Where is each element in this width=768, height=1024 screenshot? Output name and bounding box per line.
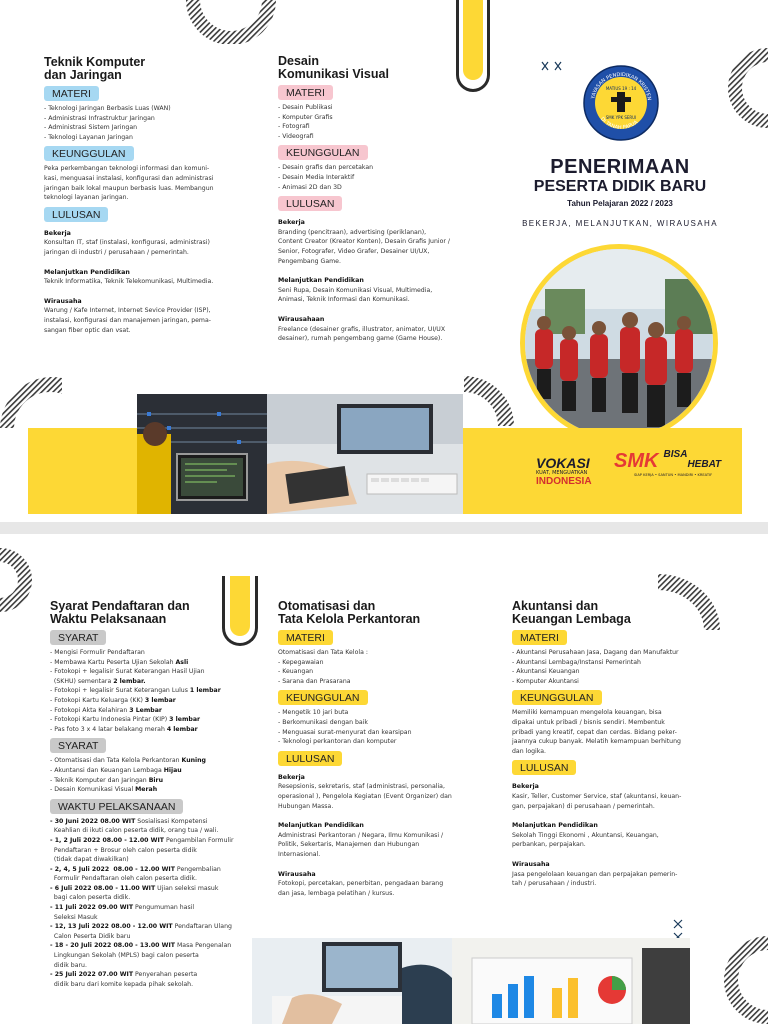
list-item: - Desain grafis dan percetakan xyxy=(278,164,374,172)
dkv-bekerja-label: Bekerja xyxy=(278,219,305,227)
list-item xyxy=(50,648,262,658)
waktu-list xyxy=(50,817,262,990)
otkp-bekerja-text xyxy=(278,782,492,811)
item-text: Calon Peserta Didik baru xyxy=(50,932,131,940)
dkv-keunggulan-list xyxy=(278,163,492,192)
list-item: - Akuntansi Lembaga/Instansi Pemerintah xyxy=(512,658,641,666)
item-text: Masa Pengenalan xyxy=(174,942,232,950)
dkv-bekerja-text xyxy=(278,228,492,266)
list-item xyxy=(50,865,262,875)
otkp-title-line1: Otomatisasi dan xyxy=(278,599,376,613)
cross-decoration-icon xyxy=(540,60,566,72)
syarat-tag: SYARAT xyxy=(50,630,106,645)
list-item xyxy=(50,922,262,932)
item-text: - Pas foto 3 x 4 latar belakang merah xyxy=(50,725,167,733)
item-text: - Desain Komunikasi Visual xyxy=(50,786,136,794)
text-line: instalasi, konfigurasi dan manajemen jaringan, pema- xyxy=(44,316,211,324)
logo-text-bottom: SMK YPK SERUI xyxy=(605,115,637,120)
text-line: perbankan, perpajakan. xyxy=(512,841,586,849)
list-item xyxy=(50,893,262,903)
item-bold-text: 4 lembar xyxy=(166,725,198,733)
list-item: - Akuntansi Keuangan xyxy=(512,668,580,676)
akl-materi-tag: MATERI xyxy=(512,630,567,645)
list-item xyxy=(50,932,262,942)
text-line: operasional ), Pengelola Kegiatan (Event Organizer) dan xyxy=(278,792,452,800)
item-text: Penyerahan peserta xyxy=(133,971,198,979)
item-bold-text: - 2, 4, 5 Juli 2022 08.00 - 12.00 WIT xyxy=(50,865,175,873)
waktu-tag: WAKTU PELAKSANAAN xyxy=(50,799,183,814)
syarat2-tag: SYARAT xyxy=(50,738,106,753)
item-text: - Fotokopi + legalisir Surat Keterangan Lulus xyxy=(50,687,190,695)
text-line: pribadi yang kreatif, cepat dan cerdas. Bidang peker- xyxy=(512,728,677,736)
text-line: Animasi, Teknik Informasi dan Komunikasi. xyxy=(278,296,410,304)
akl-photo xyxy=(452,938,690,1024)
text-line: Peka perkembangan teknologi informasi dan komuni- xyxy=(44,165,210,173)
list-item: - Animasi 2D dan 3D xyxy=(278,183,342,191)
text-line: Fotokopi, percetakan, penerbitan, pengadaan barang xyxy=(278,880,444,888)
item-bold-text: Merah xyxy=(135,786,158,794)
hatched-arc-decoration xyxy=(0,548,34,612)
list-item xyxy=(50,667,262,677)
list-item: - Videografi xyxy=(278,132,314,140)
text-line: Resepsionis, sekretaris, staf (administrasi, personalia, xyxy=(278,783,445,791)
item-bold-text: Asli xyxy=(175,658,189,666)
akl-keunggulan-text xyxy=(512,708,726,756)
smk-bisa-hebat-logo xyxy=(614,450,734,494)
item-text: Pengembalian xyxy=(174,865,221,873)
tkj-materi-list xyxy=(44,104,256,142)
list-item xyxy=(50,658,262,668)
bisa-text: BISA xyxy=(663,449,688,460)
item-text: Pengambilan Formulir xyxy=(164,836,234,844)
text-line: kasi, menguasai instalasi, konfigurasi dan administrasi xyxy=(44,174,214,182)
akl-wirausaha-label: Wirausaha xyxy=(512,860,550,868)
item-text: didik baru dari komite kepada pihak sekolah. xyxy=(50,980,194,988)
dkv-lulusan-tag: LULUSAN xyxy=(278,196,342,211)
item-text: Pendaftaran + Brosur oleh calon peserta didik xyxy=(50,846,197,854)
item-bold-text: Kuning xyxy=(181,757,206,765)
list-item xyxy=(50,980,262,990)
brochure-page-inside xyxy=(0,534,768,1024)
item-text: bagi calon peserta didik. xyxy=(50,894,131,902)
list-item xyxy=(50,913,262,923)
item-text: Pengumuman hasil xyxy=(133,904,195,912)
tkj-wirausaha-text xyxy=(44,306,256,335)
text-line: dan jasa, lembaga pelatihan / kursus. xyxy=(278,889,395,897)
item-text: - Fotokopi Kartu Indonesia Pintar (KIP) xyxy=(50,716,170,724)
item-bold-text: - 6 Juli 2022 08.00 - 11.00 WIT xyxy=(50,884,156,892)
akl-wirausaha-text xyxy=(512,870,726,889)
list-item xyxy=(50,766,262,776)
list-item xyxy=(50,756,262,766)
item-text: - Fotokopi Akta Kelahiran xyxy=(50,706,130,714)
item-bold-text: - 30 Juni 2022 08.00 WIT xyxy=(50,817,136,825)
hatched-arc-decoration xyxy=(462,376,514,428)
item-text: Pendaftaran Ulang xyxy=(172,923,232,931)
item-bold-text: - 1, 2 Juli 2022 08.00 - 12.00 WIT xyxy=(50,836,164,844)
otkp-materi-list xyxy=(278,658,492,687)
tkj-melanjutkan-label: Melanjutkan Pendidikan xyxy=(44,268,130,276)
logo-text-base: DI TANAH PAPUA xyxy=(598,116,640,131)
item-bold-text: 3 lembar xyxy=(169,716,201,724)
list-item: - Administrasi Infrastruktur Jaringan xyxy=(44,114,155,122)
text-line: Warung / Kafe Internet, Internet Sevice Provider (ISP), xyxy=(44,307,211,315)
dkv-wirausaha-label: Wirausahaan xyxy=(278,315,325,323)
dkv-title-line1: Desain xyxy=(278,54,319,68)
tkj-melanjutkan-text xyxy=(44,277,256,287)
cover-title-line2: PESERTA DIDIK BARU xyxy=(533,178,707,195)
text-line: dipakai untuk pribadi / bisnis sendiri. Membentuk xyxy=(512,718,665,726)
otkp-keunggulan-tag: KEUNGGULAN xyxy=(278,690,368,705)
tkj-bekerja-label: Bekerja xyxy=(44,229,71,237)
list-item xyxy=(50,836,262,846)
tkj-materi-tag: MATERI xyxy=(44,86,99,101)
list-item xyxy=(50,874,262,884)
syarat-title-line2: Waktu Pelaksanaan xyxy=(50,612,167,626)
item-text: Formulir Pendaftaran oleh calon peserta didik. xyxy=(50,875,197,883)
list-item: - Fotografi xyxy=(278,123,310,131)
tkj-title-line1: Teknik Komputer xyxy=(44,55,146,69)
list-item xyxy=(50,725,262,735)
item-bold-text: 3 Lembar xyxy=(129,706,162,714)
vokasi-logo xyxy=(536,456,606,492)
akl-title-line2: Keuangan Lembaga xyxy=(512,612,631,626)
akl-lulusan-tag: LULUSAN xyxy=(512,760,576,775)
dkv-materi-list xyxy=(278,103,492,141)
list-item xyxy=(50,855,262,865)
text-line: jaringan baik lokal maupun berbasis luas. Membangun xyxy=(44,184,214,192)
tkj-wirausaha-label: Wirausaha xyxy=(44,297,82,305)
text-line: Pengembang Game. xyxy=(278,257,341,265)
text-line: Teknik Informatika, Teknik Telekomunikasi, Multimedia. xyxy=(44,278,214,286)
akl-title-line1: Akuntansi dan xyxy=(512,599,599,613)
item-text: - Membawa Kartu Peserta Ujian Sekolah xyxy=(50,658,176,666)
text-line: Politik, Sekertaris, Manajemen dan Hubungan xyxy=(278,841,420,849)
akl-bekerja-text xyxy=(512,792,726,811)
text-line: dan logika. xyxy=(512,747,546,755)
list-item: - Desain Media Interaktif xyxy=(278,173,355,181)
otkp-keunggulan-list xyxy=(278,708,492,746)
list-item xyxy=(50,706,262,716)
list-item xyxy=(50,677,262,687)
text-line: Internasional. xyxy=(278,850,321,858)
text-line: Sekolah Tinggi Ekonomi , Akuntansi, Keuangan, xyxy=(512,831,659,839)
otkp-title-line2: Tata Kelola Perkantoran xyxy=(278,612,421,626)
text-line: tah / perusahaan / industri. xyxy=(512,880,597,888)
dkv-section xyxy=(278,55,492,344)
item-text: (tidak dapat diwakilkan) xyxy=(50,856,129,864)
vokasi-big: VOKASI xyxy=(536,455,590,471)
list-item: - Mengetik 10 jari buta xyxy=(278,709,349,717)
tkj-bekerja-text xyxy=(44,238,256,257)
otkp-wirausaha-label: Wirausaha xyxy=(278,870,316,878)
item-bold-text: 3 lembar xyxy=(144,696,176,704)
item-bold-text: - 18 - 20 Juli 2022 08.00 - 13.00 WIT xyxy=(50,942,175,950)
list-item xyxy=(50,941,262,951)
list-item xyxy=(50,970,262,980)
item-text: - Fotokopi + legalisir Surat Keterangan Hasil Ujian xyxy=(50,668,205,676)
otkp-lulusan-tag: LULUSAN xyxy=(278,751,342,766)
list-item xyxy=(50,961,262,971)
syarat-title-line1: Syarat Pendaftaran dan xyxy=(50,599,190,613)
akl-section xyxy=(512,600,726,889)
dkv-keunggulan-tag: KEUNGGULAN xyxy=(278,145,368,160)
tkj-keunggulan-text xyxy=(44,164,256,202)
item-bold-text: - 25 Juli 2022 07.00 WIT xyxy=(50,971,134,979)
akl-bekerja-label: Bekerja xyxy=(512,783,539,791)
text-line: Branding (pencitraan), advertising (periklanan), xyxy=(278,228,427,236)
hatched-arc-decoration xyxy=(186,0,276,44)
text-line: Jasa pengelolaan keuangan dan perpajakan pemerin- xyxy=(512,870,678,878)
list-item: - Desain Publikasi xyxy=(278,104,333,111)
text-line: Hubungan Massa. xyxy=(278,802,334,810)
otkp-melanjutkan-text xyxy=(278,831,492,860)
hatched-arc-decoration xyxy=(0,376,62,428)
item-text: Sosialisasi Kompetensi xyxy=(135,817,208,825)
list-item xyxy=(50,817,262,827)
list-item: - Kepegawaian xyxy=(278,658,324,666)
cover-subtitle: Tahun Pelajaran 2022 / 2023 xyxy=(567,199,673,208)
tkj-photo xyxy=(137,394,267,514)
tkj-lulusan-tag: LULUSAN xyxy=(44,207,108,222)
list-item xyxy=(50,951,262,961)
logo-text-mid: MATIUS 19 : 14 xyxy=(605,86,637,91)
text-line: Kasir, Teller, Customer Service, staf (akuntansi, keuan- xyxy=(512,792,682,800)
item-text: - Fotokopi Kartu Keluarga (KK) xyxy=(50,696,145,704)
item-bold-text: 2 lembar. xyxy=(113,677,146,685)
list-item xyxy=(50,826,262,836)
item-text: Ujian seleksi masuk xyxy=(155,884,219,892)
list-item: - Teknologi Jaringan Berbasis Luas (WAN) xyxy=(44,105,171,112)
otkp-bekerja-label: Bekerja xyxy=(278,773,305,781)
tkj-section xyxy=(44,56,256,335)
tkj-title-line2: dan Jaringan xyxy=(44,68,122,82)
list-item xyxy=(50,715,262,725)
otkp-melanjutkan-label: Melanjutkan Pendidikan xyxy=(278,822,364,830)
otkp-materi-intro: Otomatisasi dan Tata Kelola : xyxy=(278,649,368,656)
cover-photo xyxy=(520,244,718,442)
syarat-section xyxy=(50,600,262,989)
text-line: sangan fiber optic dan vsat. xyxy=(44,326,131,334)
item-text: Lingkungan Sekolah (MPLS) bagi calon peserta xyxy=(50,952,199,960)
list-item: - Teknologi perkantoran dan komputer xyxy=(278,738,397,746)
otkp-section xyxy=(278,600,492,898)
item-bold-text: - 12, 13 Juli 2022 08.00 - 12.00 WIT xyxy=(50,923,173,931)
dkv-melanjutkan-text xyxy=(278,286,492,305)
vokasi-country: INDONESIA xyxy=(536,476,592,487)
list-item xyxy=(50,903,262,913)
akl-keunggulan-tag: KEUNGGULAN xyxy=(512,690,602,705)
dkv-melanjutkan-label: Melanjutkan Pendidikan xyxy=(278,277,364,285)
item-text: Keahlian di ikuti calon peserta didik, orang tua / wali. xyxy=(50,827,219,835)
list-item xyxy=(50,785,262,795)
syarat-list xyxy=(50,648,262,734)
hebat-text: HEBAT xyxy=(687,459,722,470)
item-text: (SKHU) sementara xyxy=(50,677,114,685)
text-line: teknologi layanan jaringan. xyxy=(44,194,129,202)
item-text: - Akuntansi dan Keuangan Lembaga xyxy=(50,766,164,774)
list-item xyxy=(50,884,262,894)
dkv-wirausaha-text xyxy=(278,325,492,344)
item-text: Seleksi Masuk xyxy=(50,913,98,921)
item-bold-text: Hijau xyxy=(163,766,182,774)
list-item: - Sarana dan Prasarana xyxy=(278,677,351,685)
dkv-materi-tag: MATERI xyxy=(278,85,333,100)
cover-heading xyxy=(510,156,730,230)
list-item: - Berkomunikasi dengan baik xyxy=(278,718,368,726)
dkv-title-line2: Komunikasi Visual xyxy=(278,67,389,81)
list-item: - Keuangan xyxy=(278,668,314,676)
item-bold-text: - 11 Juli 2022 09.00 WIT xyxy=(50,904,134,912)
vokasi-small: KUAT, MENGUATKAN xyxy=(536,470,588,476)
list-item: - Komputer Grafis xyxy=(278,113,333,121)
tkj-keunggulan-tag: KEUNGGULAN xyxy=(44,146,134,161)
akl-melanjutkan-label: Melanjutkan Pendidikan xyxy=(512,822,598,830)
text-line: jaannya cukup banyak. Melatih kemampuan berhitung xyxy=(512,738,681,746)
smk-text: SMK xyxy=(614,450,659,472)
text-line: Konsultan IT, staf (instalasi, konfigurasi, administrasi) xyxy=(44,239,210,247)
akl-materi-list xyxy=(512,648,726,686)
list-item: - Teknologi Layanan Jaringan xyxy=(44,133,133,141)
otkp-photo xyxy=(252,938,452,1024)
list-item xyxy=(50,696,262,706)
text-line: Memiliki kemampuan mengelola keuangan, bisa xyxy=(512,709,662,717)
otkp-wirausaha-text xyxy=(278,879,492,898)
syarat2-list xyxy=(50,756,262,794)
text-line: Administrasi Perkantoran / Negara, Ilmu Komunikasi / xyxy=(278,831,444,839)
akl-melanjutkan-text xyxy=(512,831,726,850)
item-text: didik baru. xyxy=(50,961,87,969)
dkv-photo xyxy=(267,394,463,514)
list-item xyxy=(50,846,262,856)
list-item: - Menguasai surat-menyurat dan kearsipan xyxy=(278,728,412,736)
item-text: - Teknik Komputer dan Jaringan xyxy=(50,776,149,784)
text-line: gan, perpajakan) di perusahaan / pemerintah. xyxy=(512,802,655,810)
cover-tagline: BEKERJA, MELANJUTKAN, WIRAUSAHA xyxy=(522,219,718,228)
text-line: Content Creator (Kreator Konten), Desain Grafis Junior / xyxy=(278,238,450,246)
list-item xyxy=(50,686,262,696)
cover-title-line1: PENERIMAAN xyxy=(550,156,690,178)
otkp-materi-tag: MATERI xyxy=(278,630,333,645)
text-line: jaringan di industri / perusahaan / pemerintah. xyxy=(44,248,189,256)
logo-text-top: YAYASAN PENDIDIKAN KRISTEN xyxy=(590,71,652,101)
text-line: Senior, Fotografer, Video Grafer, Desainer UI/UX, xyxy=(278,247,430,255)
item-text: - Otomatisasi dan Tata Kelola Perkantoran xyxy=(50,757,182,765)
item-text: - Mengisi Formulir Pendaftaran xyxy=(50,649,145,656)
list-item: - Akuntansi Perusahaan Jasa, Dagang dan Manufaktur xyxy=(512,649,679,656)
text-line: Freelance (desainer grafis, illustrator, animator, UI/UX xyxy=(278,325,446,333)
school-logo xyxy=(582,64,660,142)
item-bold-text: 1 lembar xyxy=(189,687,221,695)
list-item: - Administrasi Sistem Jaringan xyxy=(44,124,138,132)
item-bold-text: Biru xyxy=(148,776,163,784)
text-line: Seni Rupa, Desain Komunikasi Visual, Multimedia, xyxy=(278,286,433,294)
hatched-arc-decoration xyxy=(690,936,768,1024)
list-item: - Komputer Akuntansi xyxy=(512,677,579,685)
smk-sub: SIAP KERJA • SANTUN • MANDIRI • KREATIF xyxy=(634,473,713,477)
hatched-arc-decoration xyxy=(692,48,768,128)
list-item xyxy=(50,776,262,786)
text-line: desainer), rumah pengembang game (Game House). xyxy=(278,335,443,343)
